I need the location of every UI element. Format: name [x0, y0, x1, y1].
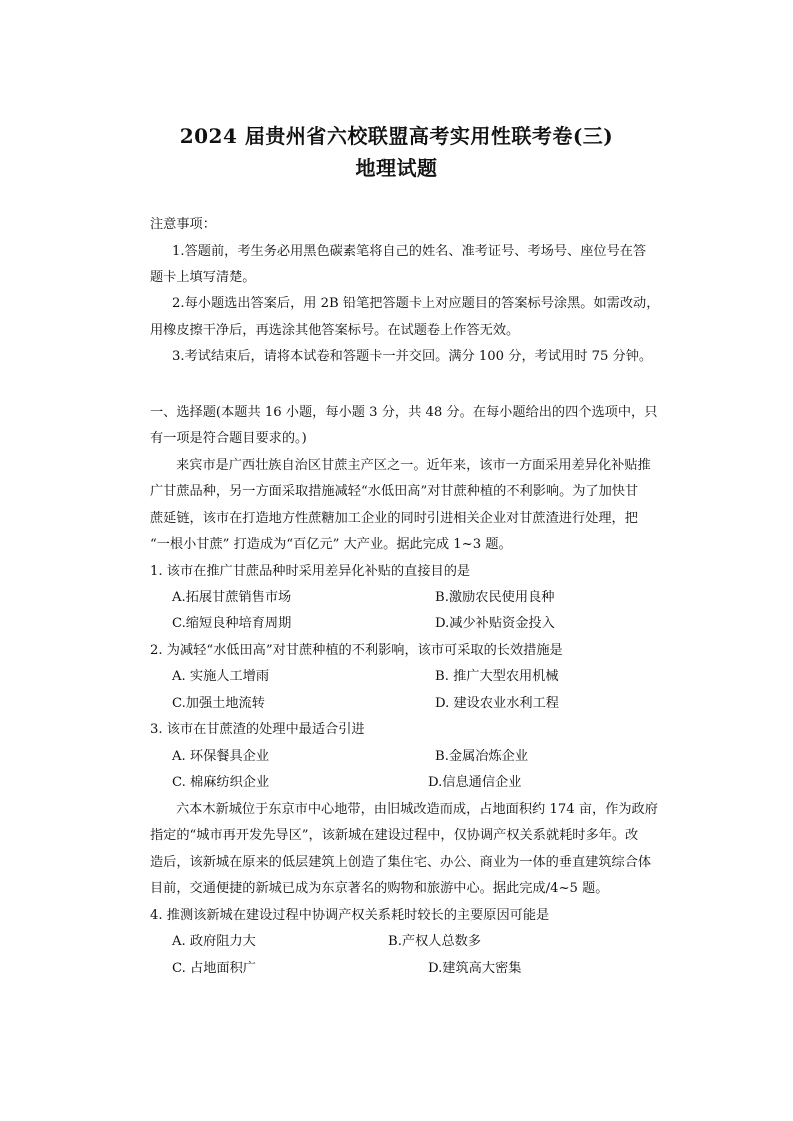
notice-heading: 注意事项：	[150, 217, 216, 232]
section-heading: 一、选择题(本题共 16 小题，每小题 3 分，共 48 分。在每小题给出的四个选项中，只	[150, 405, 658, 420]
option-c: C. 棉麻纺织企业	[172, 775, 270, 790]
option-b: B.激励农民使用良种	[435, 590, 555, 605]
exam-title: 2024 届贵州省六校联盟高考实用性联考卷(三)	[179, 124, 614, 148]
passage-line: 蔗延链，该市在打造地方性蔗糖加工企业的同时引进相关企业对甘蔗渣进行处理，把	[150, 511, 638, 526]
option-a: A.拓展甘蔗销售市场	[172, 590, 292, 605]
question-stem: 1. 该市在推广甘蔗品种时采用差异化补贴的直接目的是	[150, 564, 471, 579]
option-b: B.产权人总数多	[388, 934, 482, 949]
option-b: B. 推广大型农用机械	[435, 669, 559, 684]
passage-line: 六本木新城位于东京市中心地带，由旧城改造而成，占地面积约 174 亩，作为政府	[176, 802, 658, 817]
notice-line: 1.答题前，考生务必用黑色碳素笔将自己的姓名、准考证号、考场号、座位号在答	[172, 244, 647, 259]
option-d: D.减少补贴资金投入	[435, 616, 555, 631]
option-a: A. 实施人工增雨	[172, 669, 270, 684]
passage-line: 来宾市是广西壮族自治区甘蔗主产区之一。近年来，该市一方面采用差异化补贴推	[176, 458, 651, 473]
option-c: C.加强土地流转	[172, 696, 265, 711]
passage-line: 造后，该新城在原来的低层建筑上创造了集住宅、办公、商业为一体的垂直建筑综合体	[150, 855, 652, 870]
question-stem: 2. 为减轻“水低田高”对甘蔗种植的不利影响，该市可采取的长效措施是	[150, 643, 563, 658]
option-d: D.信息通信企业	[428, 775, 522, 790]
option-a: A. 环保餐具企业	[172, 749, 270, 764]
question-stem: 4. 推测该新城在建设过程中协调产权关系耗时较长的主要原因可能是	[150, 908, 550, 923]
passage-line: 目前，交通便捷的新城已成为东京著名的购物和旅游中心。据此完成/4~5 题。	[150, 881, 609, 896]
option-c: C.缩短良种培育周期	[172, 616, 292, 631]
section-heading: 有一项是符合题目要求的。)	[150, 431, 307, 446]
option-d: D.建筑高大密集	[428, 961, 522, 976]
option-c: C. 占地面积广	[172, 961, 256, 976]
option-b: B.金属冶炼企业	[435, 749, 529, 764]
notice-line: 3.考试结束后，请将本试卷和答题卡一并交回。满分 100 分，考试用时 75 分钟。	[172, 349, 653, 364]
notice-line: 用橡皮擦干净后，再选涂其他答案标号。在试题卷上作答无效。	[150, 323, 520, 338]
passage-line: 指定的“城市再开发先导区”，该新城在建设过程中，仅协调产权关系就耗时多年。改	[150, 828, 639, 843]
passage-line: “一根小甘蔗” 打造成为“百亿元” 大产业。据此完成 1~3 题。	[150, 537, 512, 552]
option-d: D. 建设农业水利工程	[435, 696, 559, 711]
question-stem: 3. 该市在甘蔗渣的处理中最适合引进	[150, 722, 365, 737]
exam-subject: 地理试题	[355, 156, 438, 180]
notice-line: 2.每小题选出答案后，用 2B 铅笔把答题卡上对应题目的答案标号涂黑。如需改动，	[172, 296, 660, 311]
notice-line: 题卡上填写清楚。	[150, 270, 256, 285]
option-a: A. 政府阻力大	[172, 934, 256, 949]
passage-line: 广甘蔗品种，另一方面采取措施减轻“水低田高”对甘蔗种植的不利影响。为了加快甘	[150, 484, 639, 499]
